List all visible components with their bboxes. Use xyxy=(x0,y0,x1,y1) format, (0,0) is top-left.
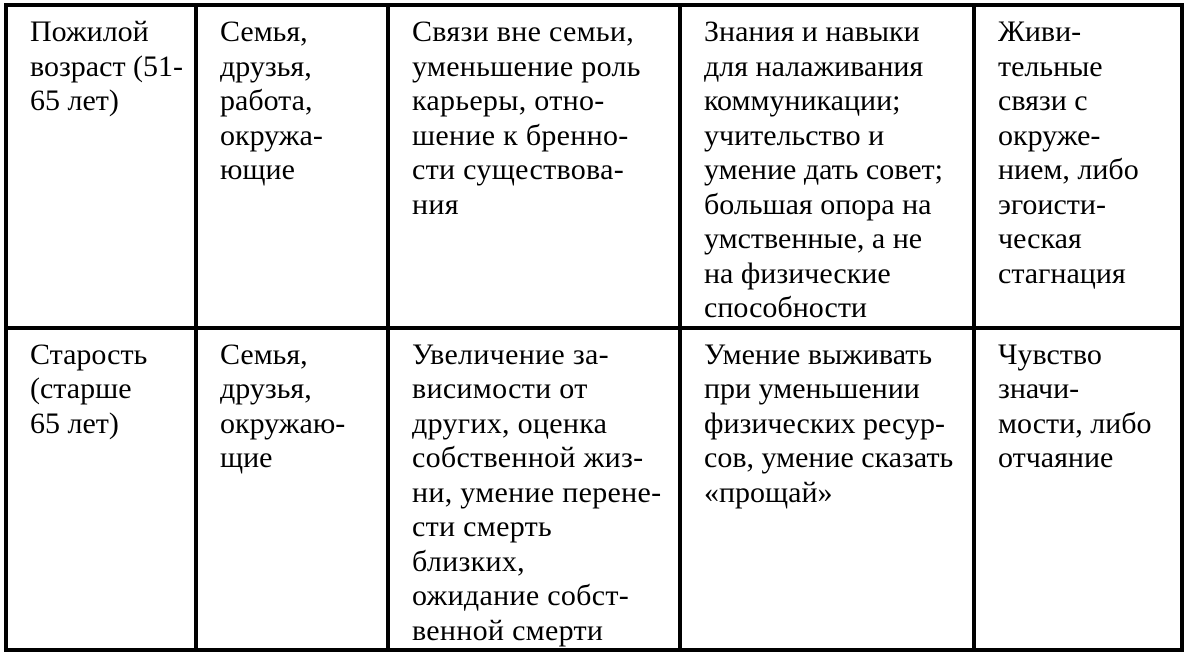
cell-text: Умение выживать при уменьшении физических ресур- сов, умение сказать «прощай» xyxy=(704,337,954,509)
cell-text: Знания и навыки для налаживания коммуникации; учительство и умение дать совет; большая опора на умственные, а не на физические способности xyxy=(704,15,943,324)
table-row xyxy=(6,328,1182,651)
table-cell xyxy=(680,5,974,328)
table-cell xyxy=(680,328,974,651)
table-cell xyxy=(388,328,680,651)
table-cell xyxy=(6,328,196,651)
cell-text: Семья, друзья, окружаю- щие xyxy=(220,337,346,474)
table-cell xyxy=(196,5,388,328)
table-cell xyxy=(974,328,1182,651)
table-row xyxy=(6,5,1182,328)
cell-text: Старость (старше 65 лет) xyxy=(30,337,148,440)
table-cell xyxy=(196,328,388,651)
stages-table-container xyxy=(4,3,1180,647)
cell-text: Связи вне семьи, уменьшение роль карьеры, отно- шение к бренно- сти существова- ния xyxy=(412,15,641,221)
cell-text: Живи- тельные связи с окруже- нием, либо эгоисти- ческая стагнация xyxy=(998,15,1139,290)
cell-text: Семья, друзья, работа, окружа- ющие xyxy=(220,15,323,186)
table-cell xyxy=(6,5,196,328)
cell-text: Увеличение за- висимости от других, оценка собственной жиз- ни, умение перене- сти смерть близких, ожидание собст- венной смерти xyxy=(412,337,662,647)
table-cell xyxy=(388,5,680,328)
cell-text: Пожилой возраст (51- 65 лет) xyxy=(30,15,184,117)
cell-text: Чувство значи- мости, либо отчаяние xyxy=(998,337,1152,474)
table-cell xyxy=(974,5,1182,328)
life-stages-table xyxy=(4,3,1184,652)
